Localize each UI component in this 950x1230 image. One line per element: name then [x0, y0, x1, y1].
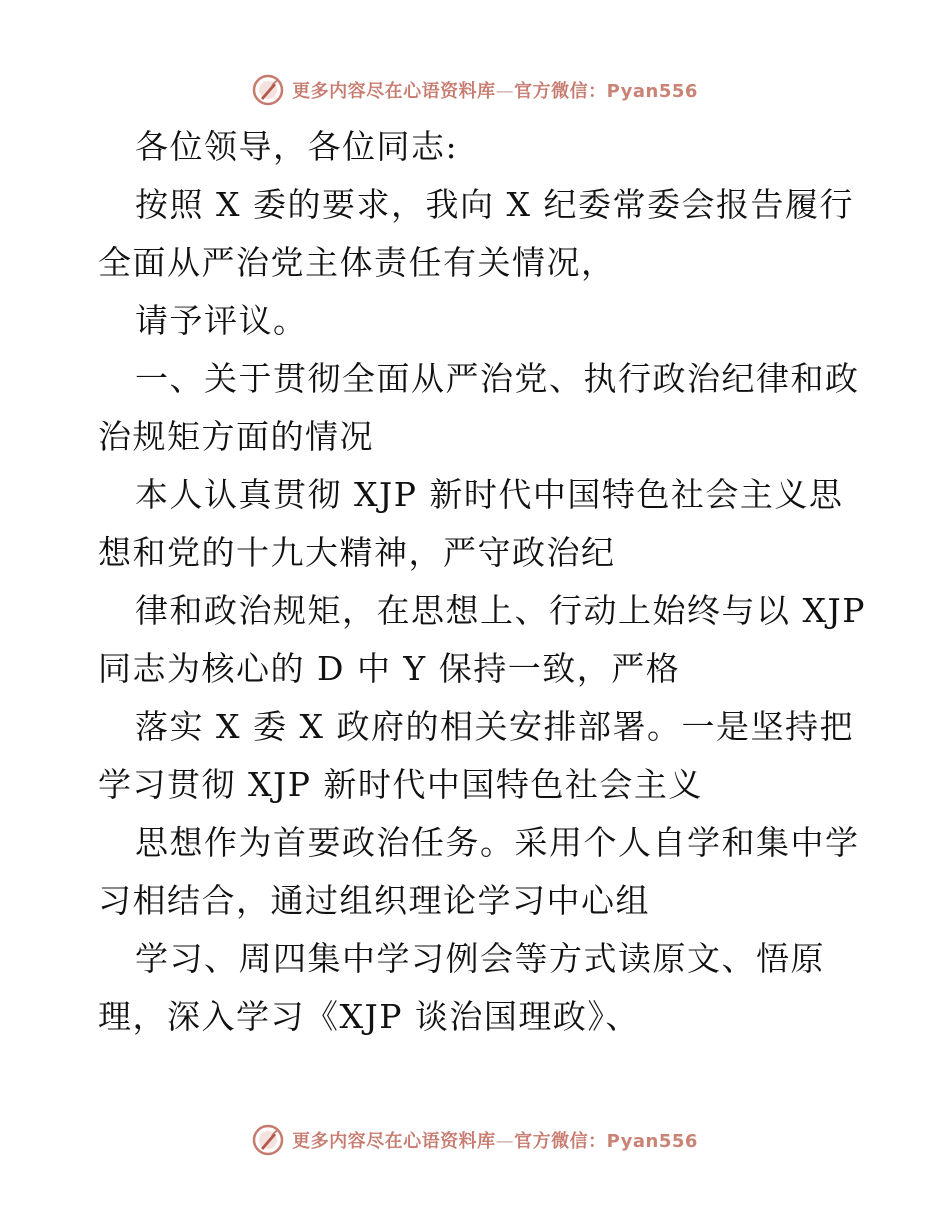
quill-logo-icon [252, 1124, 284, 1156]
paragraph-line: 同志为核心的 D 中 Y 保持一致，严格 [98, 649, 681, 688]
paragraph-line: 全面从严治党主体责任有关情况， [98, 243, 616, 282]
paragraph-line: 落实 X 委 X 政府的相关安排部署。一是坚持把 [135, 707, 854, 746]
paragraph-line: 按照 X 委的要求，我向 X 纪委常委会报告履行 [135, 185, 854, 224]
section-heading-line: 治规矩方面的情况 [98, 417, 374, 456]
header-watermark [0, 70, 950, 110]
paragraph-line: 思想作为首要政治任务。采用个人自学和集中学 [135, 823, 860, 862]
document-body [98, 118, 866, 1046]
salutation-line: 各位领导，各位同志: [135, 127, 459, 166]
paragraph-line: 习相结合，通过组织理论学习中心组 [98, 881, 650, 920]
paragraph-line: 想和党的十九大精神，严守政治纪 [98, 533, 616, 572]
quill-logo-icon [252, 74, 284, 106]
watermark-text: 更多内容尽在心语资料库—官方微信：Pyan556 [292, 81, 698, 102]
paragraph-line: 学习、周四集中学习例会等方式读原文、悟原 [135, 939, 825, 978]
paragraph-line: 律和政治规矩，在思想上、行动上始终与以 XJP [135, 591, 866, 630]
paragraph-line: 学习贯彻 XJP 新时代中国特色社会主义 [98, 765, 703, 804]
paragraph-line: 理，深入学习《XJP 谈治国理政》、 [98, 997, 640, 1036]
paragraph-line: 请予评议。 [135, 301, 308, 340]
section-heading-line: 一、关于贯彻全面从严治党、执行政治纪律和政 [135, 359, 860, 398]
watermark-text: 更多内容尽在心语资料库—官方微信：Pyan556 [292, 1131, 698, 1152]
footer-watermark [0, 1120, 950, 1160]
paragraph-line: 本人认真贯彻 XJP 新时代中国特色社会主义思 [135, 475, 844, 514]
